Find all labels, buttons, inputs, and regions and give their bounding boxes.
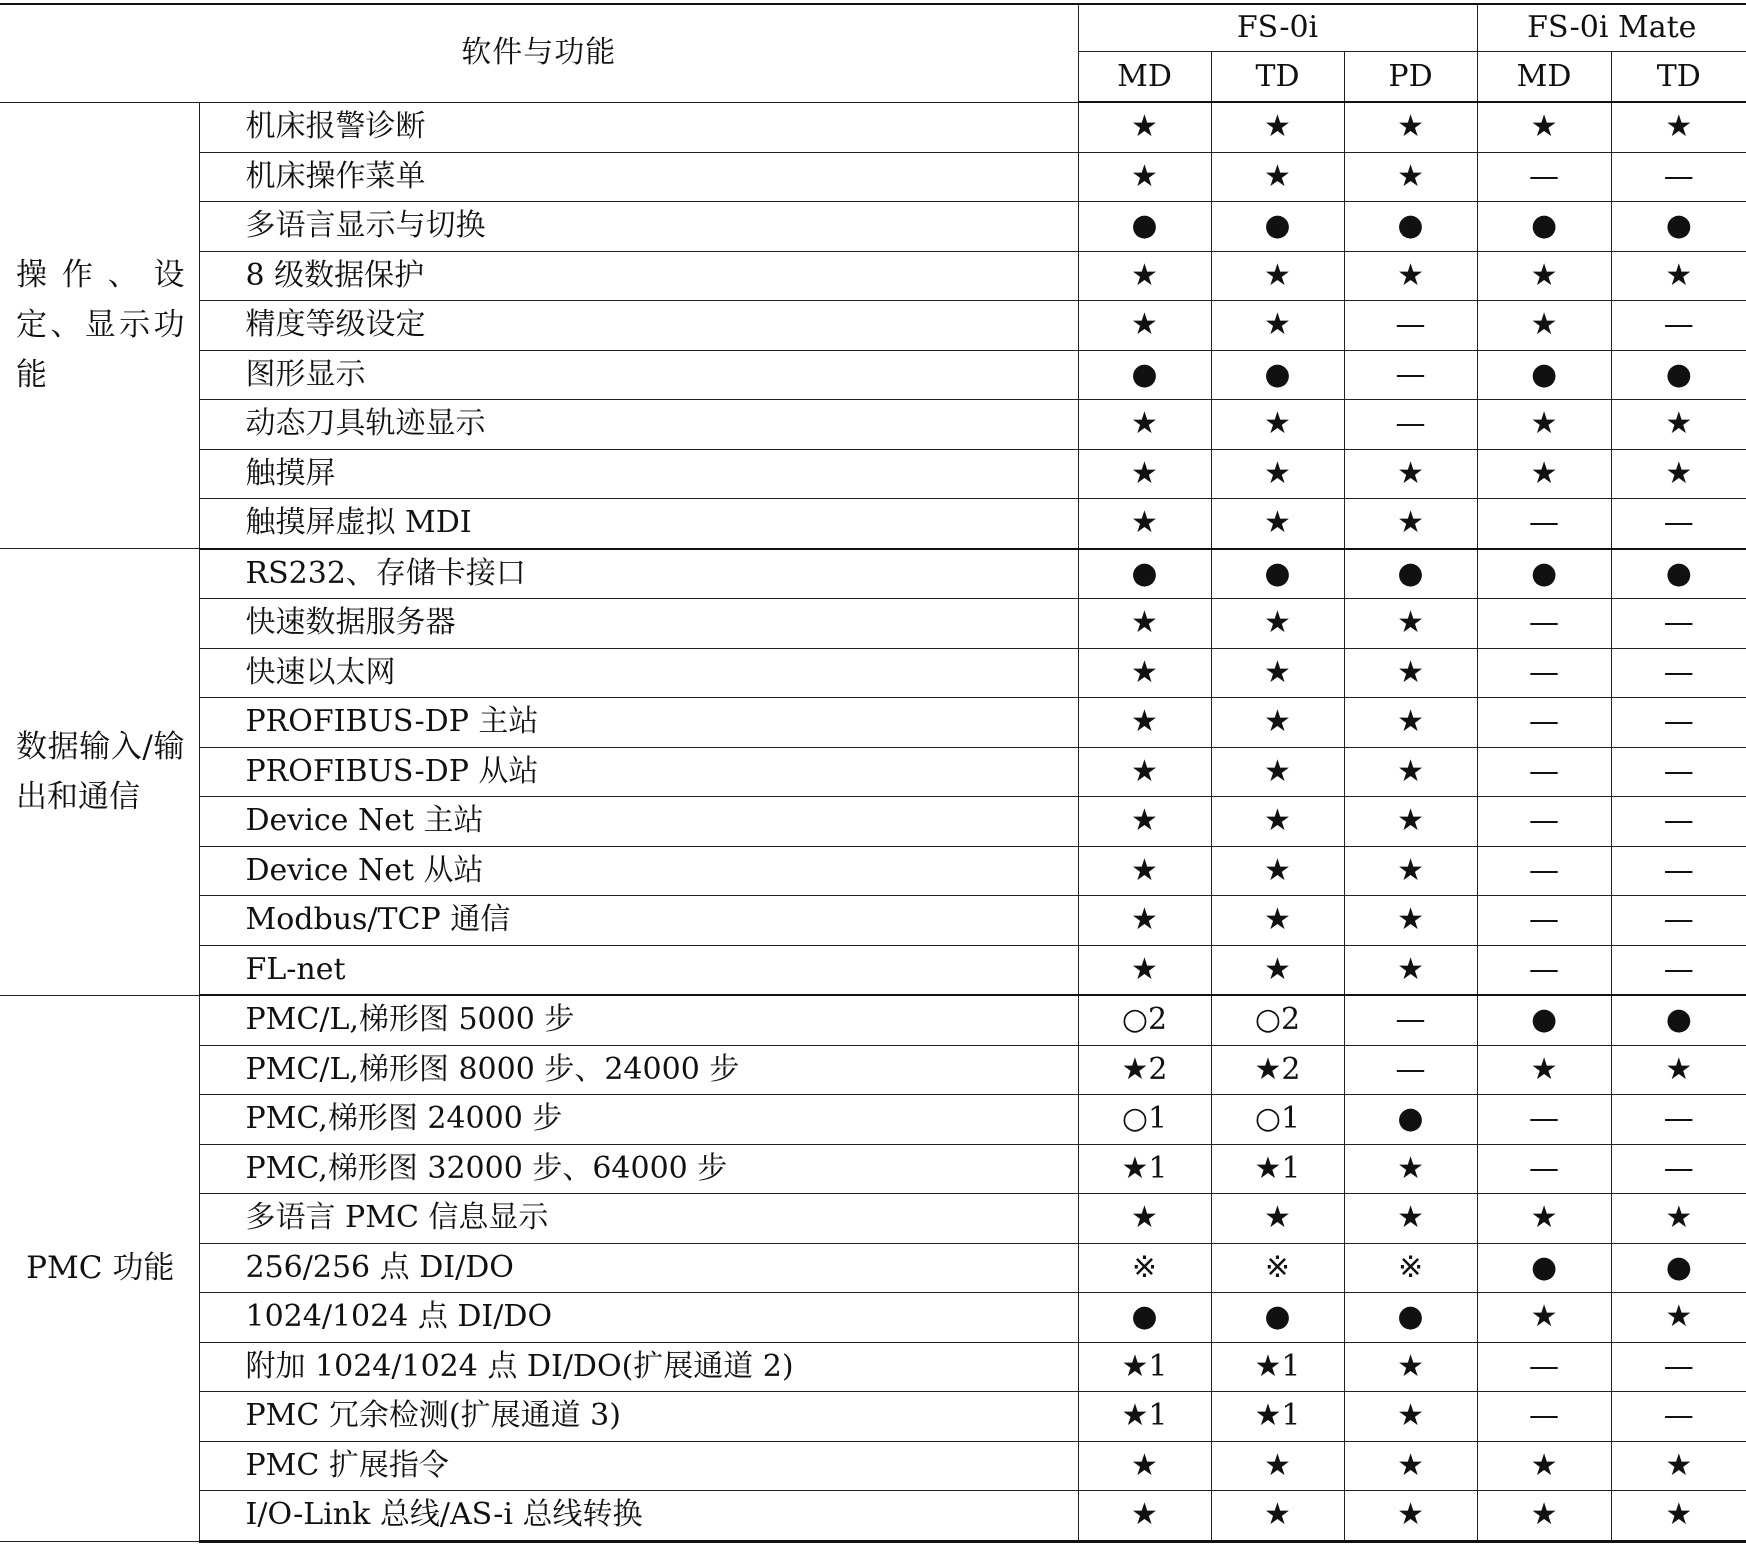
section-label: 数据输入/输出和通信: [0, 549, 199, 996]
cell-fs0i-md: ●: [1078, 1293, 1211, 1343]
cell-mate-md: ★: [1477, 301, 1611, 351]
feature-name: I/O-Link 总线/AS-i 总线转换: [199, 1491, 1078, 1542]
cell-fs0i-td: ★: [1211, 449, 1344, 499]
table-row: [0, 202, 1746, 252]
cell-fs0i-td: ●: [1211, 202, 1344, 252]
feature-name: 256/256 点 DI/DO: [199, 1243, 1078, 1293]
header-title: 软件与功能: [0, 4, 1078, 102]
cell-fs0i-md: ★: [1078, 152, 1211, 202]
feature-name: Device Net 主站: [199, 797, 1078, 847]
cell-mate-td: ●: [1611, 549, 1746, 599]
cell-mate-md: ●: [1477, 1243, 1611, 1293]
cell-mate-td: ●: [1611, 995, 1746, 1045]
cell-fs0i-td: ★: [1211, 499, 1344, 549]
table-row: [0, 1095, 1746, 1145]
cell-mate-md: —: [1477, 698, 1611, 748]
cell-fs0i-pd: ★: [1344, 1441, 1477, 1491]
cell-fs0i-pd: ●: [1344, 1095, 1477, 1145]
feature-name: 触摸屏虚拟 MDI: [199, 499, 1078, 549]
cell-mate-md: ★: [1477, 449, 1611, 499]
feature-name: 8 级数据保护: [199, 251, 1078, 301]
cell-fs0i-pd: —: [1344, 301, 1477, 351]
cell-mate-md: ●: [1477, 995, 1611, 1045]
cell-mate-td: —: [1611, 747, 1746, 797]
cell-mate-md: —: [1477, 1392, 1611, 1442]
cell-fs0i-pd: ★: [1344, 449, 1477, 499]
section-label: PMC 功能: [0, 995, 199, 1541]
cell-fs0i-td: ※: [1211, 1243, 1344, 1293]
cell-mate-md: —: [1477, 797, 1611, 847]
table-row: [0, 896, 1746, 946]
feature-name: 附加 1024/1024 点 DI/DO(扩展通道 2): [199, 1342, 1078, 1392]
table-row: [0, 1392, 1746, 1442]
cell-mate-td: —: [1611, 797, 1746, 847]
cell-fs0i-md: ※: [1078, 1243, 1211, 1293]
cell-mate-md: —: [1477, 747, 1611, 797]
cell-mate-md: ●: [1477, 350, 1611, 400]
cell-fs0i-td: ○1: [1211, 1095, 1344, 1145]
table-row: [0, 152, 1746, 202]
cell-fs0i-md: ★: [1078, 945, 1211, 995]
cell-mate-td: —: [1611, 698, 1746, 748]
cell-mate-td: ★: [1611, 251, 1746, 301]
header-col-fs0i-md: MD: [1078, 52, 1211, 103]
feature-name: PMC 冗余检测(扩展通道 3): [199, 1392, 1078, 1442]
cell-fs0i-md: ★1: [1078, 1392, 1211, 1442]
cell-fs0i-pd: ★: [1344, 698, 1477, 748]
cell-fs0i-td: ★1: [1211, 1144, 1344, 1194]
cell-mate-td: ★: [1611, 1194, 1746, 1244]
cell-mate-md: —: [1477, 1342, 1611, 1392]
cell-mate-md: ★: [1477, 251, 1611, 301]
feature-name: 动态刀具轨迹显示: [199, 400, 1078, 450]
table-row: [0, 1342, 1746, 1392]
feature-name: PMC 扩展指令: [199, 1441, 1078, 1491]
cell-fs0i-md: ★: [1078, 648, 1211, 698]
table-row: [0, 846, 1746, 896]
cell-mate-td: —: [1611, 1144, 1746, 1194]
cell-fs0i-td: ★: [1211, 400, 1344, 450]
cell-fs0i-md: ★: [1078, 698, 1211, 748]
feature-name: 多语言显示与切换: [199, 202, 1078, 252]
cell-fs0i-md: ★2: [1078, 1045, 1211, 1095]
cell-fs0i-md: ★: [1078, 1441, 1211, 1491]
cell-fs0i-td: ○2: [1211, 995, 1344, 1045]
table-row: [0, 648, 1746, 698]
cell-mate-md: —: [1477, 499, 1611, 549]
cell-fs0i-md: ★: [1078, 499, 1211, 549]
cell-fs0i-pd: ★: [1344, 1144, 1477, 1194]
feature-name: FL-net: [199, 945, 1078, 995]
cell-fs0i-td: ★: [1211, 698, 1344, 748]
cell-fs0i-td: ★: [1211, 896, 1344, 946]
cell-fs0i-td: ★: [1211, 747, 1344, 797]
cell-fs0i-pd: ★: [1344, 797, 1477, 847]
cell-mate-md: ★: [1477, 1045, 1611, 1095]
cell-mate-md: —: [1477, 1144, 1611, 1194]
cell-fs0i-td: ★: [1211, 797, 1344, 847]
cell-fs0i-md: ★: [1078, 449, 1211, 499]
cell-fs0i-md: ●: [1078, 202, 1211, 252]
feature-name: Device Net 从站: [199, 846, 1078, 896]
cell-fs0i-md: ★: [1078, 301, 1211, 351]
cell-fs0i-md: ★: [1078, 896, 1211, 946]
cell-fs0i-md: ★: [1078, 797, 1211, 847]
cell-mate-td: —: [1611, 846, 1746, 896]
feature-name: 机床操作菜单: [199, 152, 1078, 202]
cell-fs0i-pd: ★: [1344, 1342, 1477, 1392]
cell-fs0i-pd: —: [1344, 995, 1477, 1045]
cell-fs0i-pd: ★: [1344, 747, 1477, 797]
cell-mate-td: ★: [1611, 1441, 1746, 1491]
table-row: [0, 1194, 1746, 1244]
cell-fs0i-pd: ★: [1344, 152, 1477, 202]
cell-fs0i-md: ★: [1078, 1194, 1211, 1244]
cell-fs0i-md: ○2: [1078, 995, 1211, 1045]
table-row: [0, 1491, 1746, 1542]
table-row: [0, 350, 1746, 400]
table-row: [0, 102, 1746, 152]
cell-fs0i-pd: ●: [1344, 1293, 1477, 1343]
cell-mate-td: ●: [1611, 350, 1746, 400]
feature-name: 快速以太网: [199, 648, 1078, 698]
cell-fs0i-md: ○1: [1078, 1095, 1211, 1145]
table-row: [0, 945, 1746, 995]
cell-fs0i-pd: —: [1344, 400, 1477, 450]
cell-fs0i-md: ★: [1078, 400, 1211, 450]
cell-mate-md: —: [1477, 648, 1611, 698]
cell-mate-td: —: [1611, 599, 1746, 649]
cell-fs0i-pd: ★: [1344, 1392, 1477, 1442]
cell-mate-md: —: [1477, 945, 1611, 995]
cell-fs0i-md: ●: [1078, 350, 1211, 400]
table-row: [0, 698, 1746, 748]
feature-name: 机床报警诊断: [199, 102, 1078, 152]
cell-fs0i-td: ●: [1211, 350, 1344, 400]
header-row-1: [0, 4, 1746, 52]
cell-fs0i-td: ★: [1211, 846, 1344, 896]
cell-mate-td: —: [1611, 648, 1746, 698]
cell-fs0i-pd: ★: [1344, 1194, 1477, 1244]
cell-fs0i-md: ★1: [1078, 1342, 1211, 1392]
section-label: 操作、设定、显示功能: [0, 102, 199, 549]
cell-fs0i-pd: ★: [1344, 846, 1477, 896]
table-row: [0, 1293, 1746, 1343]
feature-name: PMC/L,梯形图 5000 步: [199, 995, 1078, 1045]
feature-name: 1024/1024 点 DI/DO: [199, 1293, 1078, 1343]
cell-fs0i-md: ★: [1078, 251, 1211, 301]
cell-mate-md: ★: [1477, 1194, 1611, 1244]
cell-fs0i-td: ★: [1211, 152, 1344, 202]
feature-name: PMC,梯形图 24000 步: [199, 1095, 1078, 1145]
cell-fs0i-td: ★: [1211, 1491, 1344, 1542]
cell-fs0i-md: ★1: [1078, 1144, 1211, 1194]
cell-mate-md: ●: [1477, 202, 1611, 252]
cell-fs0i-td: ★: [1211, 251, 1344, 301]
cell-mate-td: —: [1611, 1392, 1746, 1442]
cell-fs0i-pd: —: [1344, 350, 1477, 400]
cell-mate-md: ★: [1477, 102, 1611, 152]
cell-mate-md: —: [1477, 152, 1611, 202]
table-row: [0, 499, 1746, 549]
table-row: [0, 549, 1746, 599]
cell-fs0i-pd: ★: [1344, 102, 1477, 152]
cell-mate-td: —: [1611, 152, 1746, 202]
cell-fs0i-td: ●: [1211, 549, 1344, 599]
cell-fs0i-pd: —: [1344, 1045, 1477, 1095]
cell-mate-md: ●: [1477, 549, 1611, 599]
cell-mate-td: ●: [1611, 202, 1746, 252]
header-group-fs0i: FS-0i: [1078, 4, 1477, 52]
table-row: [0, 995, 1746, 1045]
cell-mate-td: —: [1611, 945, 1746, 995]
cell-fs0i-td: ★: [1211, 102, 1344, 152]
table-row: [0, 1045, 1746, 1095]
cell-mate-md: —: [1477, 846, 1611, 896]
cell-fs0i-pd: ●: [1344, 549, 1477, 599]
table-row: [0, 301, 1746, 351]
table-row: [0, 400, 1746, 450]
header-col-fs0i-pd: PD: [1344, 52, 1477, 103]
cell-fs0i-pd: ●: [1344, 202, 1477, 252]
table-row: [0, 1144, 1746, 1194]
cell-fs0i-td: ★: [1211, 1194, 1344, 1244]
cell-fs0i-pd: ★: [1344, 251, 1477, 301]
cell-mate-td: ★: [1611, 102, 1746, 152]
cell-mate-td: ★: [1611, 1045, 1746, 1095]
cell-fs0i-md: ●: [1078, 549, 1211, 599]
header-col-mate-td: TD: [1611, 52, 1746, 103]
cell-mate-md: ★: [1477, 1441, 1611, 1491]
cell-fs0i-td: ★: [1211, 945, 1344, 995]
cell-mate-md: —: [1477, 896, 1611, 946]
cell-fs0i-td: ●: [1211, 1293, 1344, 1343]
cell-fs0i-pd: ★: [1344, 648, 1477, 698]
table-row: [0, 1441, 1746, 1491]
cell-fs0i-pd: ★: [1344, 945, 1477, 995]
cell-fs0i-pd: ※: [1344, 1243, 1477, 1293]
cell-fs0i-pd: ★: [1344, 499, 1477, 549]
table-row: [0, 1243, 1746, 1293]
cell-mate-md: ★: [1477, 1491, 1611, 1542]
cell-mate-td: —: [1611, 301, 1746, 351]
feature-name: 精度等级设定: [199, 301, 1078, 351]
cell-mate-md: ★: [1477, 400, 1611, 450]
cell-fs0i-td: ★2: [1211, 1045, 1344, 1095]
cell-mate-td: ★: [1611, 1491, 1746, 1542]
cell-fs0i-md: ★: [1078, 846, 1211, 896]
feature-spec-table: [0, 3, 1746, 1543]
cell-fs0i-md: ★: [1078, 747, 1211, 797]
table-row: [0, 251, 1746, 301]
feature-name: PMC,梯形图 32000 步、64000 步: [199, 1144, 1078, 1194]
cell-mate-td: —: [1611, 1342, 1746, 1392]
header-group-fs0i-mate: FS-0i Mate: [1477, 4, 1746, 52]
cell-mate-td: —: [1611, 499, 1746, 549]
cell-fs0i-td: ★1: [1211, 1342, 1344, 1392]
feature-name: 图形显示: [199, 350, 1078, 400]
table-row: [0, 449, 1746, 499]
feature-name: 触摸屏: [199, 449, 1078, 499]
cell-mate-td: ★: [1611, 449, 1746, 499]
feature-name: PMC/L,梯形图 8000 步、24000 步: [199, 1045, 1078, 1095]
feature-name: PROFIBUS-DP 从站: [199, 747, 1078, 797]
cell-mate-td: ★: [1611, 1293, 1746, 1343]
feature-name: PROFIBUS-DP 主站: [199, 698, 1078, 748]
cell-mate-td: ●: [1611, 1243, 1746, 1293]
cell-fs0i-pd: ★: [1344, 1491, 1477, 1542]
cell-fs0i-md: ★: [1078, 599, 1211, 649]
cell-mate-td: —: [1611, 896, 1746, 946]
feature-name: RS232、存储卡接口: [199, 549, 1078, 599]
cell-mate-td: —: [1611, 1095, 1746, 1145]
feature-name: 快速数据服务器: [199, 599, 1078, 649]
cell-fs0i-md: ★: [1078, 1491, 1211, 1542]
cell-fs0i-td: ★: [1211, 1441, 1344, 1491]
header-col-mate-md: MD: [1477, 52, 1611, 103]
cell-fs0i-pd: ★: [1344, 896, 1477, 946]
feature-name: 多语言 PMC 信息显示: [199, 1194, 1078, 1244]
cell-mate-md: —: [1477, 1095, 1611, 1145]
cell-fs0i-td: ★1: [1211, 1392, 1344, 1442]
cell-mate-md: —: [1477, 599, 1611, 649]
cell-fs0i-pd: ★: [1344, 599, 1477, 649]
table-row: [0, 797, 1746, 847]
cell-fs0i-md: ★: [1078, 102, 1211, 152]
feature-name: Modbus/TCP 通信: [199, 896, 1078, 946]
cell-mate-md: ★: [1477, 1293, 1611, 1343]
header-col-fs0i-td: TD: [1211, 52, 1344, 103]
cell-fs0i-td: ★: [1211, 301, 1344, 351]
cell-fs0i-td: ★: [1211, 648, 1344, 698]
cell-mate-td: ★: [1611, 400, 1746, 450]
table-row: [0, 747, 1746, 797]
table-row: [0, 599, 1746, 649]
cell-fs0i-td: ★: [1211, 599, 1344, 649]
